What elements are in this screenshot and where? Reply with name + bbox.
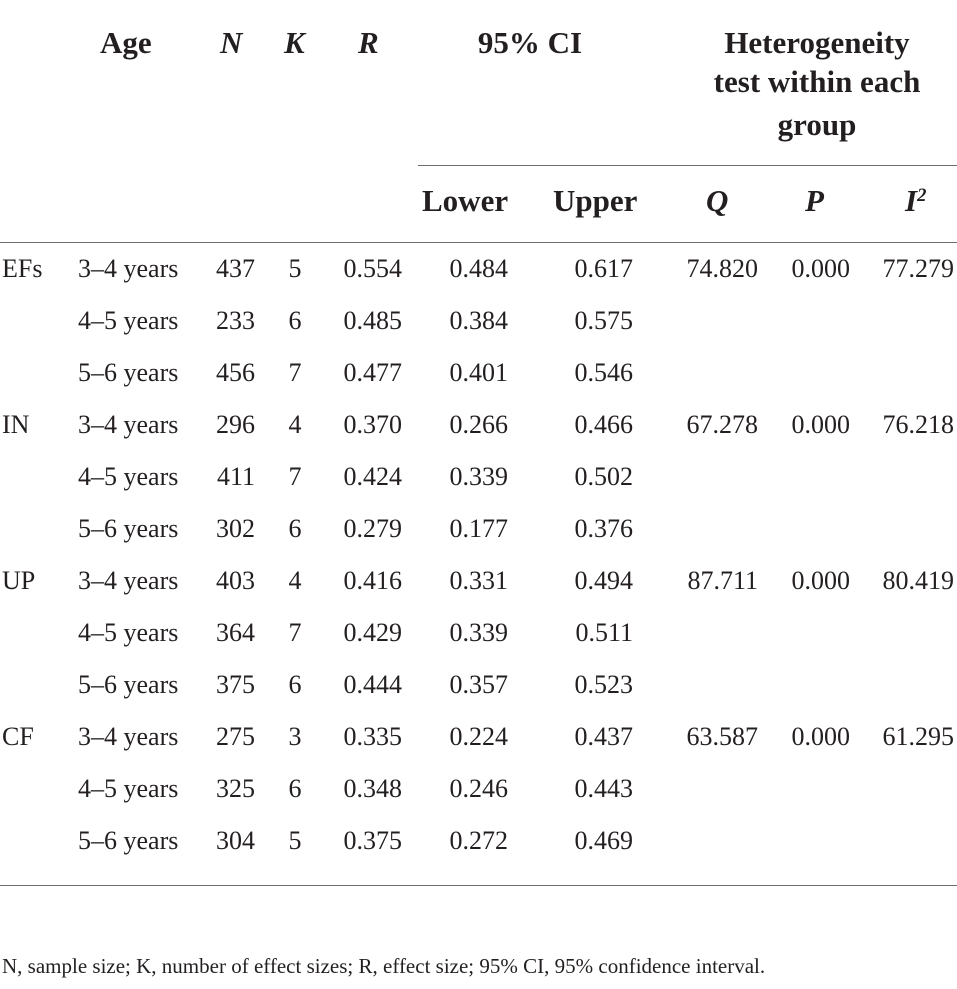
cell-lower: 0.331	[449, 566, 508, 595]
header-heterogeneity-line2: test within each	[713, 64, 921, 99]
cell-upper: 0.494	[574, 566, 633, 595]
cell-age: 5–6 years	[78, 670, 179, 699]
cell-age: 3–4 years	[78, 722, 179, 751]
cell-age: 4–5 years	[78, 306, 179, 335]
cell-q: 67.278	[686, 410, 758, 439]
cell-age: 5–6 years	[78, 826, 179, 855]
header-bottom-rule	[0, 242, 957, 243]
cell-upper: 0.617	[574, 254, 633, 283]
cell-q: 87.711	[687, 566, 758, 595]
cell-age: 4–5 years	[78, 462, 179, 491]
cell-age: 3–4 years	[78, 410, 179, 439]
cell-age: 3–4 years	[78, 566, 179, 595]
cell-lower: 0.339	[449, 462, 508, 491]
header-upper: Upper	[553, 183, 638, 218]
cell-upper: 0.575	[574, 306, 633, 335]
cell-lower: 0.177	[449, 514, 508, 543]
cell-group: EFs	[2, 254, 43, 283]
cell-p: 0.000	[791, 254, 850, 283]
cell-k: 5	[288, 826, 302, 855]
header-q: Q	[706, 183, 729, 218]
cell-age: 4–5 years	[78, 618, 179, 647]
cell-upper: 0.511	[575, 618, 633, 647]
header-ci: 95% CI	[477, 25, 583, 60]
cell-lower: 0.224	[449, 722, 508, 751]
cell-n: 403	[216, 566, 255, 595]
cell-upper: 0.376	[574, 514, 633, 543]
cell-group: IN	[2, 410, 30, 439]
cell-n: 302	[216, 514, 255, 543]
header-heterogeneity-line3: group	[777, 107, 857, 142]
header-r: R	[358, 25, 379, 60]
cell-r: 0.348	[343, 774, 402, 803]
header-i2	[905, 180, 926, 222]
cell-lower: 0.272	[449, 826, 508, 855]
cell-n: 375	[216, 670, 255, 699]
cell-upper: 0.546	[574, 358, 633, 387]
cell-lower: 0.339	[449, 618, 508, 647]
cell-r: 0.477	[343, 358, 402, 387]
header-n: N	[220, 25, 243, 60]
cell-k: 6	[288, 670, 302, 699]
cell-i2: 77.279	[882, 254, 954, 283]
cell-k: 7	[288, 358, 302, 387]
cell-upper: 0.523	[574, 670, 633, 699]
cell-lower: 0.484	[449, 254, 508, 283]
cell-k: 3	[288, 722, 302, 751]
cell-lower: 0.246	[449, 774, 508, 803]
cell-k: 4	[288, 566, 302, 595]
cell-lower: 0.384	[449, 306, 508, 335]
cell-k: 5	[288, 254, 302, 283]
cell-p: 0.000	[791, 566, 850, 595]
cell-k: 7	[288, 618, 302, 647]
cell-i2: 76.218	[882, 410, 954, 439]
cell-lower: 0.357	[449, 670, 508, 699]
cell-k: 4	[288, 410, 302, 439]
cell-k: 6	[288, 514, 302, 543]
header-i2-superscript: 2	[917, 184, 927, 206]
header-age: Age	[100, 25, 152, 60]
header-i2-base: I	[905, 183, 918, 218]
cell-upper: 0.502	[574, 462, 633, 491]
cell-n: 437	[216, 254, 255, 283]
table-footnote: N, sample size; K, number of effect sizes; R, effect size; 95% CI, 95% confidence interval.	[2, 954, 766, 978]
header-lower: Lower	[422, 183, 509, 218]
cell-n: 411	[216, 462, 255, 491]
cell-group: UP	[2, 566, 36, 595]
header-heterogeneity-line1: Heterogeneity	[724, 25, 910, 60]
cell-k: 6	[288, 774, 302, 803]
cell-age: 5–6 years	[78, 514, 179, 543]
cell-r: 0.429	[343, 618, 402, 647]
cell-n: 364	[216, 618, 255, 647]
cell-age: 4–5 years	[78, 774, 179, 803]
cell-k: 7	[288, 462, 302, 491]
header-k: K	[284, 25, 305, 60]
cell-upper: 0.469	[574, 826, 633, 855]
cell-r: 0.485	[343, 306, 402, 335]
cell-upper: 0.437	[574, 722, 633, 751]
cell-p: 0.000	[791, 410, 850, 439]
cell-r: 0.335	[343, 722, 402, 751]
cell-lower: 0.266	[449, 410, 508, 439]
cell-p: 0.000	[791, 722, 850, 751]
cell-i2: 61.295	[882, 722, 954, 751]
cell-r: 0.554	[343, 254, 402, 283]
header-span-rule	[418, 165, 957, 166]
cell-r: 0.370	[343, 410, 402, 439]
cell-n: 275	[216, 722, 255, 751]
cell-age: 5–6 years	[78, 358, 179, 387]
cell-r: 0.279	[343, 514, 402, 543]
cell-q: 63.587	[686, 722, 758, 751]
cell-r: 0.444	[343, 670, 402, 699]
header-p: P	[805, 183, 824, 218]
cell-upper: 0.443	[574, 774, 633, 803]
cell-n: 325	[216, 774, 255, 803]
cell-n: 304	[216, 826, 255, 855]
cell-age: 3–4 years	[78, 254, 179, 283]
cell-i2: 80.419	[882, 566, 954, 595]
cell-n: 233	[216, 306, 255, 335]
cell-upper: 0.466	[574, 410, 633, 439]
cell-k: 6	[288, 306, 302, 335]
cell-r: 0.424	[343, 462, 402, 491]
cell-lower: 0.401	[449, 358, 508, 387]
cell-q: 74.820	[686, 254, 758, 283]
cell-group: CF	[2, 722, 34, 751]
cell-n: 296	[216, 410, 255, 439]
cell-n: 456	[216, 358, 255, 387]
cell-r: 0.375	[343, 826, 402, 855]
cell-r: 0.416	[343, 566, 402, 595]
table-bottom-rule	[0, 885, 957, 886]
